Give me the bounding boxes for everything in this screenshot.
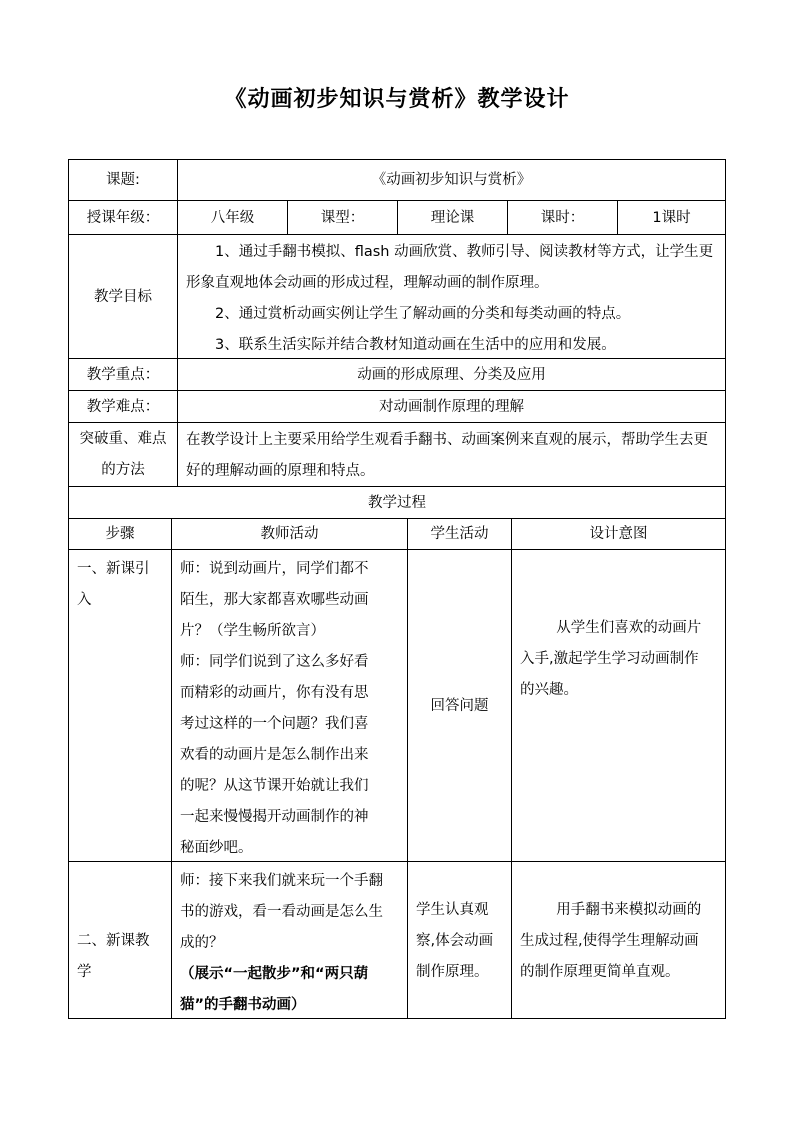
col-header-intent-label: 设计意图 xyxy=(589,526,648,542)
col-header-student-label: 学生活动 xyxy=(430,526,489,542)
step-1-line2: 入 xyxy=(77,592,92,608)
goals-value-cell xyxy=(177,234,726,358)
step-2-cell xyxy=(68,861,171,1019)
difficulties-label: 教学难点： xyxy=(86,398,160,415)
methods-value: 在教学设计上主要采用给学生观看手翻书、动画案例来直观的展示，帮助学生去更好的理解动画的原理和特点。 xyxy=(186,432,708,479)
goal-item-2: 2、通过赏析动画实例让学生了解动画的分类和每类动画的特点。 xyxy=(215,306,631,322)
topic-label-cell xyxy=(68,159,177,200)
col-header-step-label: 步骤 xyxy=(105,526,135,542)
teacher-line: 的呢？从这节课开始就让我们 xyxy=(180,778,369,794)
type-label: 课型： xyxy=(320,209,365,226)
difficulties-value: 对动画制作原理的理解 xyxy=(379,398,524,415)
difficulties-label-cell xyxy=(68,390,177,422)
teacher-line: 秘面纱吧。 xyxy=(180,840,253,856)
step-2-intent-cell xyxy=(511,861,726,1019)
topic-value-cell xyxy=(177,159,726,200)
student-line: 制作原理。 xyxy=(416,964,489,980)
student-line: 学生认真观 xyxy=(416,902,489,918)
key-points-label-cell xyxy=(68,358,177,390)
key-points-value-cell xyxy=(177,358,726,390)
intent-line: 用手翻书来模拟动画的 xyxy=(556,902,702,918)
grade-label-cell xyxy=(68,200,177,234)
step-1-cell xyxy=(68,549,171,861)
step-1-student-cell xyxy=(407,549,511,861)
methods-label-line1: 突破重、难点 xyxy=(79,430,167,447)
key-points-value: 动画的形成原理、分类及应用 xyxy=(357,366,546,383)
goals-label-cell xyxy=(68,234,177,358)
intent-line: 的制作原理更简单直观。 xyxy=(520,964,680,980)
teacher-line: 考过这样的一个问题？我们喜 xyxy=(180,716,369,732)
hours-label-cell xyxy=(507,200,617,234)
key-points-label: 教学重点： xyxy=(86,366,160,383)
step-1-teacher-cell xyxy=(171,549,407,861)
teacher-line-bold: 猫”的手翻书动画） xyxy=(180,997,306,1013)
step-1-line1: 一、新课引 xyxy=(77,561,150,577)
teacher-line: 一起来慢慢揭开动画制作的神 xyxy=(180,809,369,825)
topic-value: 《动画初步知识与赏析》 xyxy=(371,172,532,188)
col-header-intent xyxy=(511,518,726,549)
difficulties-value-cell xyxy=(177,390,726,422)
col-header-teacher-label: 教师活动 xyxy=(260,526,319,542)
methods-label-cell xyxy=(68,422,177,486)
hours-value: 1课时 xyxy=(652,209,691,226)
teacher-line: 片？（学生畅所欲言） xyxy=(180,623,325,639)
process-heading-cell xyxy=(68,486,726,518)
process-heading: 教学过程 xyxy=(368,494,426,511)
hours-label: 课时： xyxy=(540,209,585,226)
methods-label-line2: 的方法 xyxy=(101,461,145,478)
type-label-cell xyxy=(287,200,397,234)
goals-label: 教学目标 xyxy=(94,288,152,305)
teacher-line: 陌生，那大家都喜欢哪些动画 xyxy=(180,592,369,608)
grade-value: 八年级 xyxy=(210,209,255,226)
teacher-line: 师：接下来我们就来玩一个手翻 xyxy=(180,873,383,889)
intent-line: 生成过程,使得学生理解动画 xyxy=(520,933,699,949)
teacher-line: 师：同学们说到了这么多好看 xyxy=(180,654,369,670)
grade-label: 授课年级： xyxy=(86,209,160,226)
type-value-cell xyxy=(397,200,507,234)
methods-value-cell xyxy=(177,422,726,486)
type-value: 理论课 xyxy=(430,209,475,226)
teacher-line: 成的？ xyxy=(180,935,224,951)
col-header-teacher xyxy=(171,518,407,549)
intent-line: 从学生们喜欢的动画片 xyxy=(556,620,702,636)
goal-item-3: 3、联系生活实际并结合教材知道动画在生活中的应用和发展。 xyxy=(215,337,616,353)
teacher-line: 师：说到动画片，同学们都不 xyxy=(180,561,369,577)
teacher-line: 而精彩的动画片，你有没有思 xyxy=(180,685,369,701)
goal-item-1: 1、通过手翻书模拟、flash 动画欣赏、教师引导、阅读教材等方式，让学生更形象直观地体会动画的形成过程，理解动画的制作原理。 xyxy=(186,244,714,291)
step-2-teacher-cell xyxy=(171,861,407,1019)
step-2-line1: 二、新课教 xyxy=(77,933,150,949)
step-1-student: 回答问题 xyxy=(430,697,489,714)
grade-value-cell xyxy=(177,200,287,234)
hours-value-cell xyxy=(617,200,726,234)
teacher-line-bold: （展示“一起散步”和“两只葫 xyxy=(180,966,369,982)
topic-label: 课题: xyxy=(106,172,140,188)
step-1-intent-cell xyxy=(511,549,726,861)
teacher-line: 欢看的动画片是怎么制作出来 xyxy=(180,747,369,763)
step-2-student-cell xyxy=(407,861,511,1019)
col-header-student xyxy=(407,518,511,549)
intent-line: 的兴趣。 xyxy=(520,682,578,698)
step-2-line2: 学 xyxy=(77,964,92,980)
col-header-step xyxy=(68,518,171,549)
student-line: 察,体会动画 xyxy=(416,933,494,949)
page-title: 《动画初步知识与赏析》教学设计 xyxy=(224,87,570,112)
teacher-line: 书的游戏，看一看动画是怎么生 xyxy=(180,904,383,920)
intent-line: 入手,激起学生学习动画制作 xyxy=(520,651,699,667)
